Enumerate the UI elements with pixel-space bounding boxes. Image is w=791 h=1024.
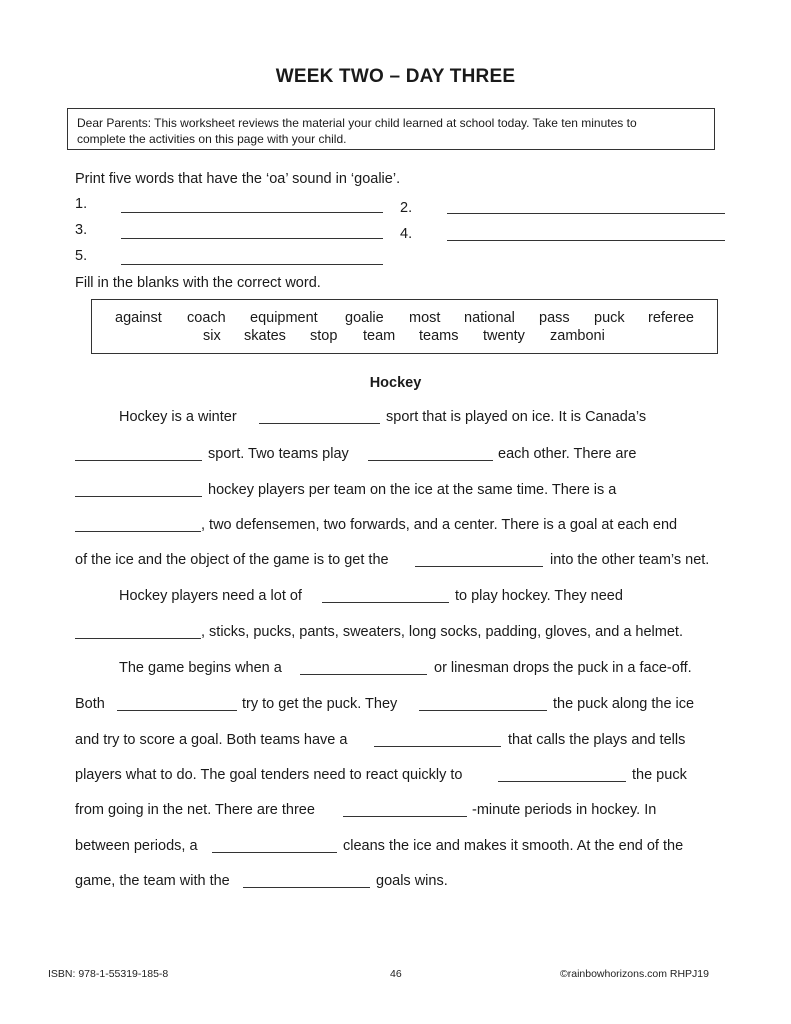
- story-text: Hockey players need a lot of: [119, 588, 302, 604]
- story-line-14: [0, 873, 791, 893]
- story-text: the puck: [632, 767, 687, 783]
- story-blank[interactable]: [75, 496, 202, 497]
- story-text: sport. Two teams play: [208, 446, 349, 462]
- story-line-6: [0, 588, 791, 608]
- word-bank-item: pass: [539, 310, 570, 326]
- story-text: to play hockey. They need: [455, 588, 623, 604]
- story-text: players what to do. The goal tenders need to react quickly to: [75, 767, 463, 783]
- word-bank-item: referee: [648, 310, 694, 326]
- story-line-10: [0, 732, 791, 752]
- parent-notice-box: [67, 108, 715, 150]
- answer-number-1: 1.: [75, 196, 88, 212]
- word-bank-item: stop: [310, 328, 338, 344]
- story-text: of the ice and the object of the game is to get the: [75, 552, 389, 568]
- story-blank[interactable]: [300, 674, 427, 675]
- word-bank-item: most: [409, 310, 441, 326]
- story-text: -minute periods in hockey. In: [472, 802, 657, 818]
- footer-isbn: ISBN: 978-1-55319-185-8: [48, 968, 169, 980]
- story-text: hockey players per team on the ice at the same time. There is a: [208, 482, 617, 498]
- story-blank[interactable]: [75, 460, 202, 461]
- page-title: WEEK TWO – DAY THREE: [275, 66, 516, 87]
- word-bank-item: against: [115, 310, 162, 326]
- answer-number-3: 3.: [75, 222, 88, 238]
- word-bank-item: skates: [244, 328, 286, 344]
- story-blank[interactable]: [259, 423, 380, 424]
- word-bank-item: twenty: [483, 328, 525, 344]
- story-text: into the other team’s net.: [550, 552, 710, 568]
- story-text: Both: [75, 696, 105, 712]
- story-blank[interactable]: [75, 531, 201, 532]
- story-blank[interactable]: [322, 602, 449, 603]
- story-line-1: [0, 409, 791, 429]
- story-blank[interactable]: [117, 710, 237, 711]
- story-line-3: [0, 482, 791, 502]
- story-blank[interactable]: [498, 781, 626, 782]
- word-bank-item: six: [203, 328, 221, 344]
- story-line-4: [0, 517, 791, 537]
- story-blank[interactable]: [419, 710, 547, 711]
- answer-line-4[interactable]: [447, 240, 725, 241]
- word-bank-item: team: [363, 328, 396, 344]
- answer-line-3[interactable]: [121, 238, 383, 239]
- oa-sound-prompt: Print five words that have the ‘oa’ sound in ‘goalie’.: [75, 171, 401, 187]
- answer-line-1[interactable]: [121, 212, 383, 213]
- story-title: Hockey: [369, 375, 422, 391]
- story-text: and try to score a goal. Both teams have a: [75, 732, 348, 748]
- story-text: or linesman drops the puck in a face-off.: [434, 660, 692, 676]
- footer-copyright: ©rainbowhorizons.com RHPJ19: [560, 968, 709, 980]
- story-text: between periods, a: [75, 838, 198, 854]
- story-text: goals wins.: [376, 873, 448, 889]
- word-bank-item: zamboni: [550, 328, 605, 344]
- story-line-12: [0, 802, 791, 822]
- story-line-2: [0, 446, 791, 466]
- story-text: Hockey is a winter: [119, 409, 237, 425]
- answer-number-2: 2.: [400, 200, 413, 216]
- story-text: sport that is played on ice. It is Canada’s: [386, 409, 647, 425]
- word-bank-box: [91, 299, 718, 354]
- story-text: the puck along the ice: [553, 696, 695, 712]
- fill-blanks-prompt: Fill in the blanks with the correct word.: [75, 275, 321, 291]
- word-bank-item: coach: [187, 310, 226, 326]
- story-text: , sticks, pucks, pants, sweaters, long socks, padding, gloves, and a helmet.: [201, 624, 683, 640]
- story-text: , two defensemen, two forwards, and a center. There is a goal at each end: [201, 517, 678, 533]
- story-text: from going in the net. There are three: [75, 802, 315, 818]
- story-blank[interactable]: [374, 746, 501, 747]
- story-line-8: [0, 660, 791, 680]
- answer-number-5: 5.: [75, 248, 88, 264]
- word-bank-item: equipment: [250, 310, 318, 326]
- word-bank-item: teams: [419, 328, 459, 344]
- story-text: The game begins when a: [119, 660, 282, 676]
- word-bank-item: puck: [594, 310, 625, 326]
- answer-line-5[interactable]: [121, 264, 383, 265]
- word-bank-item: national: [464, 310, 515, 326]
- story-line-9: [0, 696, 791, 716]
- answer-number-4: 4.: [400, 226, 413, 242]
- story-line-7: [0, 624, 791, 644]
- story-text: game, the team with the: [75, 873, 230, 889]
- story-text: try to get the puck. They: [242, 696, 398, 712]
- story-blank[interactable]: [75, 638, 201, 639]
- story-text: cleans the ice and makes it smooth. At the end of the: [343, 838, 684, 854]
- word-bank-item: goalie: [345, 310, 384, 326]
- parent-notice-line-2: complete the activities on this page with your child.: [77, 132, 347, 146]
- story-line-11: [0, 767, 791, 787]
- story-text: that calls the plays and tells: [508, 732, 686, 748]
- story-line-5: [0, 552, 791, 572]
- answer-line-2[interactable]: [447, 213, 725, 214]
- story-text: each other. There are: [498, 446, 637, 462]
- story-blank[interactable]: [343, 816, 467, 817]
- story-blank[interactable]: [415, 566, 543, 567]
- story-line-13: [0, 838, 791, 858]
- story-blank[interactable]: [243, 887, 370, 888]
- story-blank[interactable]: [368, 460, 493, 461]
- parent-notice-line-1: Dear Parents: This worksheet reviews the material your child learned at school today. Take ten minutes to: [77, 116, 637, 130]
- footer-page-number: 46: [390, 968, 402, 980]
- story-blank[interactable]: [212, 852, 337, 853]
